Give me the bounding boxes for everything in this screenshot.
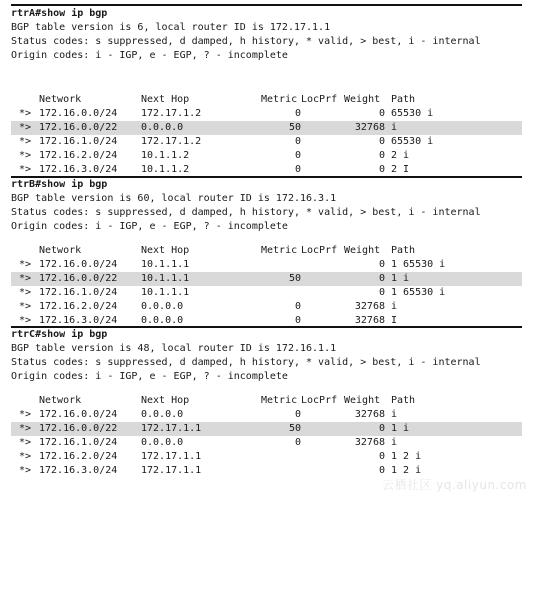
row-next-hop: 172.17.1.1 [141,423,202,434]
status-codes-line: Status codes: s suppressed, d damped, h history, * valid, > best, i - internal [11,357,481,368]
table-row [11,163,522,177]
row-weight: 0 [378,150,385,161]
status-codes-line: Status codes: s suppressed, d damped, h history, * valid, > best, i - internal [11,207,481,218]
row-path: 1 i [391,423,410,434]
header-metric: Metric [261,245,298,256]
row-weight: 0 [378,451,385,462]
table-row [11,121,522,135]
table-row [11,149,522,163]
row-next-hop: 172.17.1.2 [141,108,202,119]
header-locprf: LocPrf [301,94,338,105]
row-path: i [391,301,398,312]
row-status: *> [19,136,32,147]
row-status: *> [19,164,32,175]
bgp-version-line: BGP table version is 48, local router ID is 172.16.1.1 [11,343,337,354]
router-panel-rtrC [11,326,522,478]
row-metric: 0 [294,108,301,119]
row-path: 1 2 i [391,451,422,462]
origin-codes-line: Origin codes: i - IGP, e - EGP, ? - incomplete [11,371,288,382]
row-network: 172.16.0.0/24 [39,409,118,420]
row-status: *> [19,437,32,448]
row-next-hop: 172.17.1.1 [141,465,202,476]
header-weight: Weight [344,94,381,105]
row-path: 1 65530 i [391,259,446,270]
header-locprf: LocPrf [301,395,338,406]
row-path: 2 i [391,150,410,161]
header-next-hop: Next Hop [141,395,190,406]
table-header [11,244,522,258]
row-network: 172.16.3.0/24 [39,465,118,476]
row-weight: 0 [378,164,385,175]
row-next-hop: 0.0.0.0 [141,301,184,312]
row-path: 1 2 i [391,465,422,476]
row-weight: 0 [378,273,385,284]
table-row [11,422,522,436]
row-path: 2 I [391,164,410,175]
row-network: 172.16.0.0/22 [39,423,118,434]
row-status: *> [19,122,32,133]
row-path: i [391,437,398,448]
row-status: *> [19,259,32,270]
table-row [11,436,522,450]
row-next-hop: 10.1.1.2 [141,164,190,175]
row-path: 65530 i [391,108,434,119]
command-prompt: rtrC#show ip bgp [11,329,108,340]
row-weight: 32768 [354,301,385,312]
row-weight: 32768 [354,437,385,448]
header-path: Path [391,94,416,105]
table-row [11,135,522,149]
row-status: *> [19,409,32,420]
header-network: Network [39,245,82,256]
watermark: 云栖社区 yq.aliyun.com [381,478,527,492]
row-next-hop: 0.0.0.0 [141,409,184,420]
header-next-hop: Next Hop [141,94,190,105]
row-path: 1 i [391,273,410,284]
row-path: 65530 i [391,136,434,147]
row-network: 172.16.2.0/24 [39,150,118,161]
router-panel-rtrA [11,4,522,174]
command-prompt: rtrB#show ip bgp [11,179,108,190]
table-header [11,394,522,408]
header-weight: Weight [344,245,381,256]
header-locprf: LocPrf [301,245,338,256]
row-next-hop: 0.0.0.0 [141,122,184,133]
row-network: 172.16.1.0/24 [39,437,118,448]
row-status: *> [19,315,32,326]
row-metric: 0 [294,315,301,326]
row-status: *> [19,451,32,462]
row-status: *> [19,108,32,119]
status-codes-line: Status codes: s suppressed, d damped, h history, * valid, > best, i - internal [11,36,481,47]
row-next-hop: 172.17.1.2 [141,136,202,147]
row-next-hop: 0.0.0.0 [141,437,184,448]
row-next-hop: 10.1.1.2 [141,150,190,161]
origin-codes-line: Origin codes: i - IGP, e - EGP, ? - incomplete [11,221,288,232]
header-path: Path [391,395,416,406]
row-next-hop: 10.1.1.1 [141,259,190,270]
row-status: *> [19,150,32,161]
row-network: 172.16.2.0/24 [39,451,118,462]
header-next-hop: Next Hop [141,245,190,256]
row-network: 172.16.1.0/24 [39,287,118,298]
row-status: *> [19,273,32,284]
row-status: *> [19,465,32,476]
row-network: 172.16.0.0/22 [39,273,118,284]
row-weight: 0 [378,423,385,434]
header-weight: Weight [344,395,381,406]
bgp-version-line: BGP table version is 60, local router ID is 172.16.3.1 [11,193,337,204]
table-row [11,272,522,286]
row-network: 172.16.1.0/24 [39,136,118,147]
row-weight: 0 [378,136,385,147]
router-panel-rtrB [11,176,522,326]
table-row [11,408,522,422]
row-path: i [391,409,398,420]
row-metric: 0 [294,164,301,175]
panel-divider [11,4,522,6]
row-next-hop: 10.1.1.1 [141,287,190,298]
row-weight: 32768 [354,122,385,133]
row-status: *> [19,301,32,312]
bgp-version-line: BGP table version is 6, local router ID is 172.17.1.1 [11,22,331,33]
row-weight: 0 [378,259,385,270]
row-status: *> [19,287,32,298]
row-metric: 0 [294,301,301,312]
row-weight: 32768 [354,409,385,420]
row-network: 172.16.0.0/22 [39,122,118,133]
row-metric: 50 [288,122,301,133]
row-network: 172.16.3.0/24 [39,315,118,326]
header-network: Network [39,395,82,406]
origin-codes-line: Origin codes: i - IGP, e - EGP, ? - incomplete [11,50,288,61]
row-network: 172.16.3.0/24 [39,164,118,175]
row-weight: 0 [378,287,385,298]
header-metric: Metric [261,395,298,406]
row-metric: 50 [288,423,301,434]
command-prompt: rtrA#show ip bgp [11,8,108,19]
header-path: Path [391,245,416,256]
row-weight: 32768 [354,315,385,326]
header-network: Network [39,94,82,105]
row-weight: 0 [378,465,385,476]
row-next-hop: 172.17.1.1 [141,451,202,462]
row-weight: 0 [378,108,385,119]
row-path: 1 65530 i [391,287,446,298]
row-metric: 0 [294,150,301,161]
row-metric: 0 [294,437,301,448]
table-row [11,107,522,121]
table-header [11,93,522,107]
table-row [11,300,522,314]
row-metric: 0 [294,409,301,420]
row-next-hop: 0.0.0.0 [141,315,184,326]
row-path: I [391,315,398,326]
row-metric: 50 [288,273,301,284]
header-metric: Metric [261,94,298,105]
table-row [11,286,522,300]
row-network: 172.16.0.0/24 [39,259,118,270]
row-status: *> [19,423,32,434]
table-row [11,450,522,464]
row-network: 172.16.2.0/24 [39,301,118,312]
row-network: 172.16.0.0/24 [39,108,118,119]
row-metric: 0 [294,136,301,147]
row-next-hop: 10.1.1.1 [141,273,190,284]
row-path: i [391,122,398,133]
table-row [11,258,522,272]
